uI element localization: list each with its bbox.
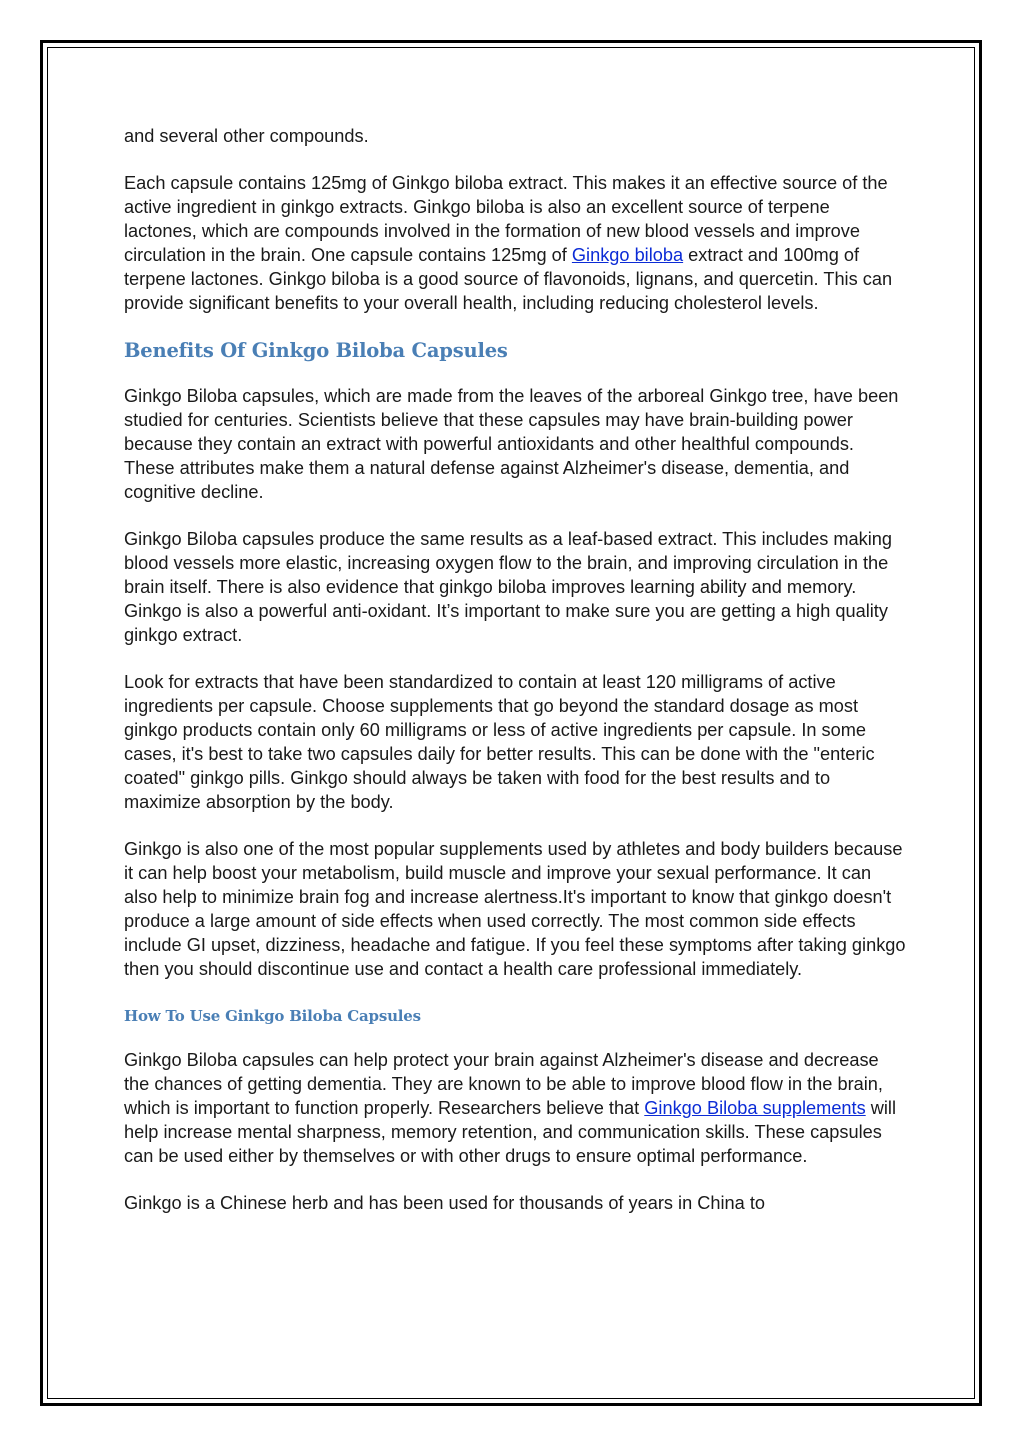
- paragraph-text: will help increase mental sharpness, memory retention, and communication skills. These capsules can be used either by themselves or with other drugs to ensure optimal performance.: [124, 1098, 897, 1166]
- paragraph-text: Each capsule contains 125mg of Ginkgo biloba extract. This makes it an effective source of the active ingredient in ginkgo extracts. Ginkgo biloba is also an excellent source of terpene lactones, which are compounds involved in the formation of new blood vessels and improve circulation in the brain. One capsule contains 125mg of: [124, 173, 888, 265]
- paragraph-benefits-intro: Ginkgo Biloba capsules, which are made from the leaves of the arboreal Ginkgo tree, have been studied for centuries. Scientists believe that these capsules may have brain-building power because they contain an extract with powerful antioxidants and other healthful compounds. These attributes make them a natural defense against Alzheimer's disease, dementia, and cognitive decline.: [124, 386, 899, 502]
- paragraph-capsule-contents: [124, 171, 906, 315]
- heading-how-to-use: How To Use Ginkgo Biloba Capsules: [124, 1007, 421, 1025]
- ginkgo-biloba-supplements-link[interactable]: Ginkgo Biloba supplements: [644, 1098, 866, 1118]
- paragraph-standardized-extracts: Look for extracts that have been standardized to contain at least 120 milligrams of active ingredients per capsule. Choose supplements that go beyond the standard dosage as most ginkgo products contain only 60 milligrams or less of active ingredients per capsule. In some cases, it's best to take two capsules daily for better results. This can be done with the "enteric coated" ginkgo pills. Ginkgo should always be taken with food for the best results and to maximize absorption by the body.: [124, 672, 875, 812]
- document-body: [124, 124, 906, 1238]
- heading-benefits: Benefits Of Ginkgo Biloba Capsules: [124, 339, 508, 362]
- paragraph-chinese-herb: Ginkgo is a Chinese herb and has been used for thousands of years in China to: [124, 1193, 766, 1213]
- paragraph-continued: and several other compounds.: [124, 126, 369, 146]
- paragraph-athletes: Ginkgo is also one of the most popular supplements used by athletes and body builders because it can help boost your metabolism, build muscle and improve your sexual performance. It can also help to minimize brain fog and increase alertness.It's important to know that ginkgo doesn't produce a large amount of side effects when used correctly. The most common side effects include GI upset, dizziness, headache and fatigue. If you feel these symptoms after taking ginkgo then you should discontinue use and contact a health care professional immediately.: [124, 839, 906, 979]
- paragraph-text: extract and 100mg of terpene lactones. Ginkgo biloba is a good source of flavonoids, lignans, and quercetin. This can provide significant benefits to your overall health, including reducing cholesterol levels.: [124, 245, 893, 313]
- paragraph-text: Ginkgo Biloba capsules can help protect your brain against Alzheimer's disease and decrease the chances of getting dementia. They are known to be able to improve blood flow in the brain, which is important to function properly. Researchers believe that: [124, 1050, 883, 1118]
- ginkgo-biloba-link[interactable]: Ginkgo biloba: [571, 245, 684, 265]
- paragraph-benefits-results: Ginkgo Biloba capsules produce the same results as a leaf-based extract. This includes making blood vessels more elastic, increasing oxygen flow to the brain, and improving circulation in the brain itself. There is also evidence that ginkgo biloba improves learning ability and memory. Ginkgo is also a powerful anti-oxidant. It’s important to make sure you are getting a high quality ginkgo extract.: [124, 529, 892, 645]
- paragraph-how-to-use: [124, 1048, 906, 1168]
